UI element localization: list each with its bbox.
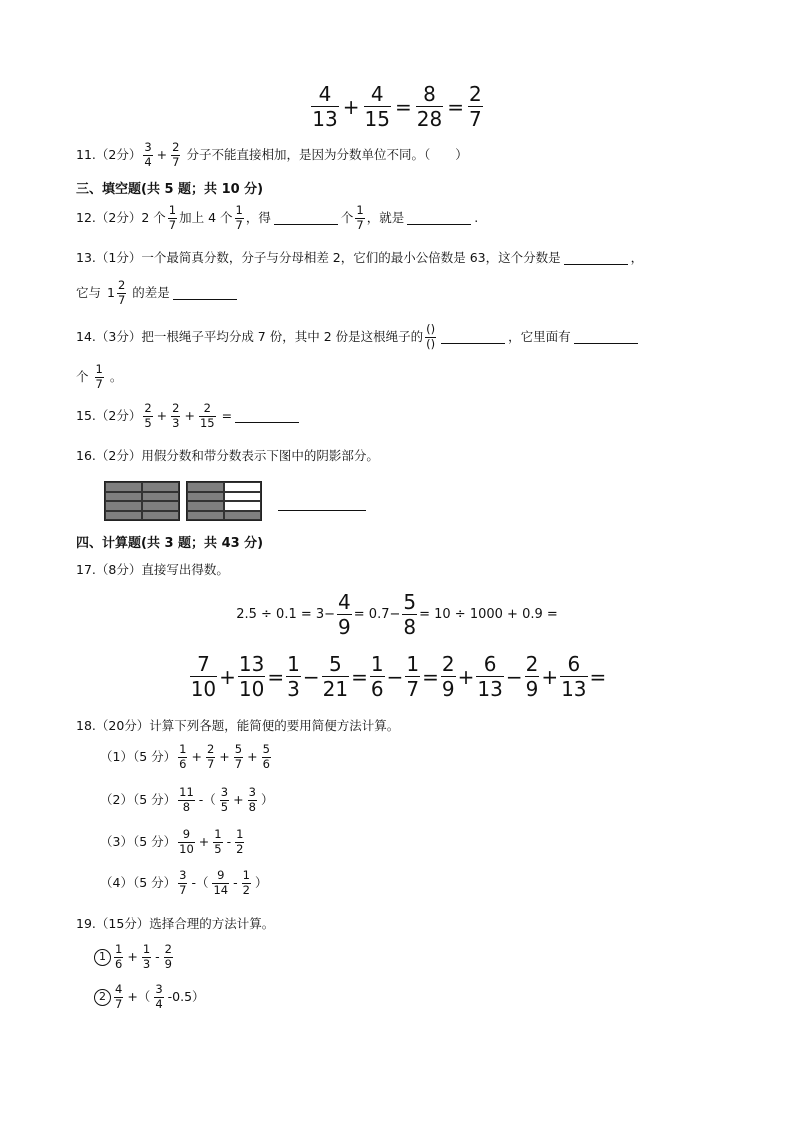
answer-blank[interactable] xyxy=(235,410,299,423)
circled-number: 1 xyxy=(94,949,111,966)
question-11: 11.（2分） $\frac{3}{4}$ + $\frac{2}{7}$ 分子不能直接相加，是因为分数单位不同。（ ） xyxy=(76,140,468,169)
grid-cell xyxy=(187,501,224,511)
top-equation: $\frac{4}{13}$ + $\frac{4}{15}$ = $\frac{8}{28}$ = $\frac{2}{7}$ xyxy=(312,82,482,131)
grid-cell xyxy=(142,482,179,492)
question-18: 18.（20分）计算下列各题，能简便的要用简便方法计算。 xyxy=(76,718,400,733)
grid-cell xyxy=(187,482,224,492)
circled-number: 2 xyxy=(94,989,111,1006)
question-14-line1: 14.（3分）把一根绳子平均分成 7 份，其中 2 份是这根绳子的 $\frac{()}{()}$ ，它里面有 xyxy=(76,324,641,350)
answer-blank[interactable] xyxy=(407,212,471,225)
grid-cell xyxy=(142,492,179,502)
question-13-line1: 13.（1分）一个最简真分数，分子与分母相差 2，它们的最小公倍数是 63，这个分数是 ， xyxy=(76,250,644,265)
q18-part-2: （2）（5 分） $\frac{11}{8}$ -（ $\frac{3}{5}$ + $\frac{3}{8}$ ） xyxy=(100,785,274,814)
question-12: 12.（2分） 2 个 $\frac{1}{7}$ 加上 4 个 $\frac{1}{7}$ ，得 个 $\frac{1}{7}$ ，就是 . xyxy=(76,203,479,232)
q18-part-3: （3）（5 分） $\frac{9}{10}$ + $\frac{1}{5}$ - $\frac{1}{2}$ xyxy=(100,827,244,856)
grid-cell xyxy=(187,511,224,521)
question-14-line2: 个 $\frac{1}{7}$ 。 xyxy=(76,362,123,391)
section-3-title: 三、填空题(共 5 题；共 10 分) xyxy=(76,182,264,197)
section-4-title: 四、计算题(共 3 题；共 43 分) xyxy=(76,536,264,551)
grid-cell xyxy=(105,511,142,521)
answer-blank[interactable] xyxy=(274,212,338,225)
grid-cell xyxy=(142,511,179,521)
grid-cell xyxy=(224,511,261,521)
grid-cell xyxy=(224,492,261,502)
q17-line2: $\frac{7}{10}$ + $\frac{13}{10}$ = $\frac{1}{3}$ − $\frac{5}{21}$ = $\frac{1}{6}$ − $\frac{1}{7}$ = $\frac{2}{9}$ + $\frac{6}{13}$ − $\frac{2}{9}$ + $\frac{6}{13}$ = xyxy=(190,652,607,701)
q18-part-1: （1）（5 分） $\frac{1}{6}$ + $\frac{2}{7}$ + $\frac{5}{7}$ + $\frac{5}{6}$ xyxy=(100,742,270,771)
q19-part-1: 1 $\frac{1}{6}$ + $\frac{1}{3}$ - $\frac{2}{9}$ xyxy=(94,944,175,970)
question-13-line2: 它与 1 $\frac{2}{7}$ 的差是 xyxy=(76,280,240,306)
grid-cell xyxy=(224,482,261,492)
question-16: 16.（2分）用假分数和带分数表示下图中的阴影部分。 xyxy=(76,448,379,463)
grid-cell xyxy=(142,501,179,511)
question-19: 19.（15分）选择合理的方法计算。 xyxy=(76,916,275,931)
shaded-grid-2 xyxy=(186,481,262,521)
answer-blank[interactable] xyxy=(173,287,237,300)
q18-part-4: （4）（5 分） $\frac{3}{7}$ -（ $\frac{9}{14}$ - $\frac{1}{2}$ ） xyxy=(100,868,268,897)
grid-cell xyxy=(224,501,261,511)
mixed-number: 1 $\frac{2}{7}$ xyxy=(107,278,126,307)
question-17: 17.（8分）直接写出得数。 xyxy=(76,562,229,577)
grid-cell xyxy=(105,501,142,511)
question-15: 15.（2分） $\frac{2}{5}$ + $\frac{2}{3}$ + $\frac{2}{15}$ = xyxy=(76,403,302,429)
q17-line1: 2.5 ÷ 0.1 = 3− $\frac{4}{9}$ = 0.7− $\frac{5}{8}$ = 10 ÷ 1000 + 0.9 = xyxy=(236,590,558,639)
answer-blank[interactable] xyxy=(564,252,628,265)
grid-cell xyxy=(187,492,224,502)
grid-cell xyxy=(105,482,142,492)
answer-blank[interactable] xyxy=(441,331,505,344)
answer-blank[interactable] xyxy=(278,510,366,511)
shaded-grid-1 xyxy=(104,481,180,521)
grid-cell xyxy=(105,492,142,502)
answer-blank[interactable] xyxy=(574,331,638,344)
q19-part-2: 2 $\frac{4}{7}$ +（ $\frac{3}{4}$ -0.5） xyxy=(94,984,207,1010)
